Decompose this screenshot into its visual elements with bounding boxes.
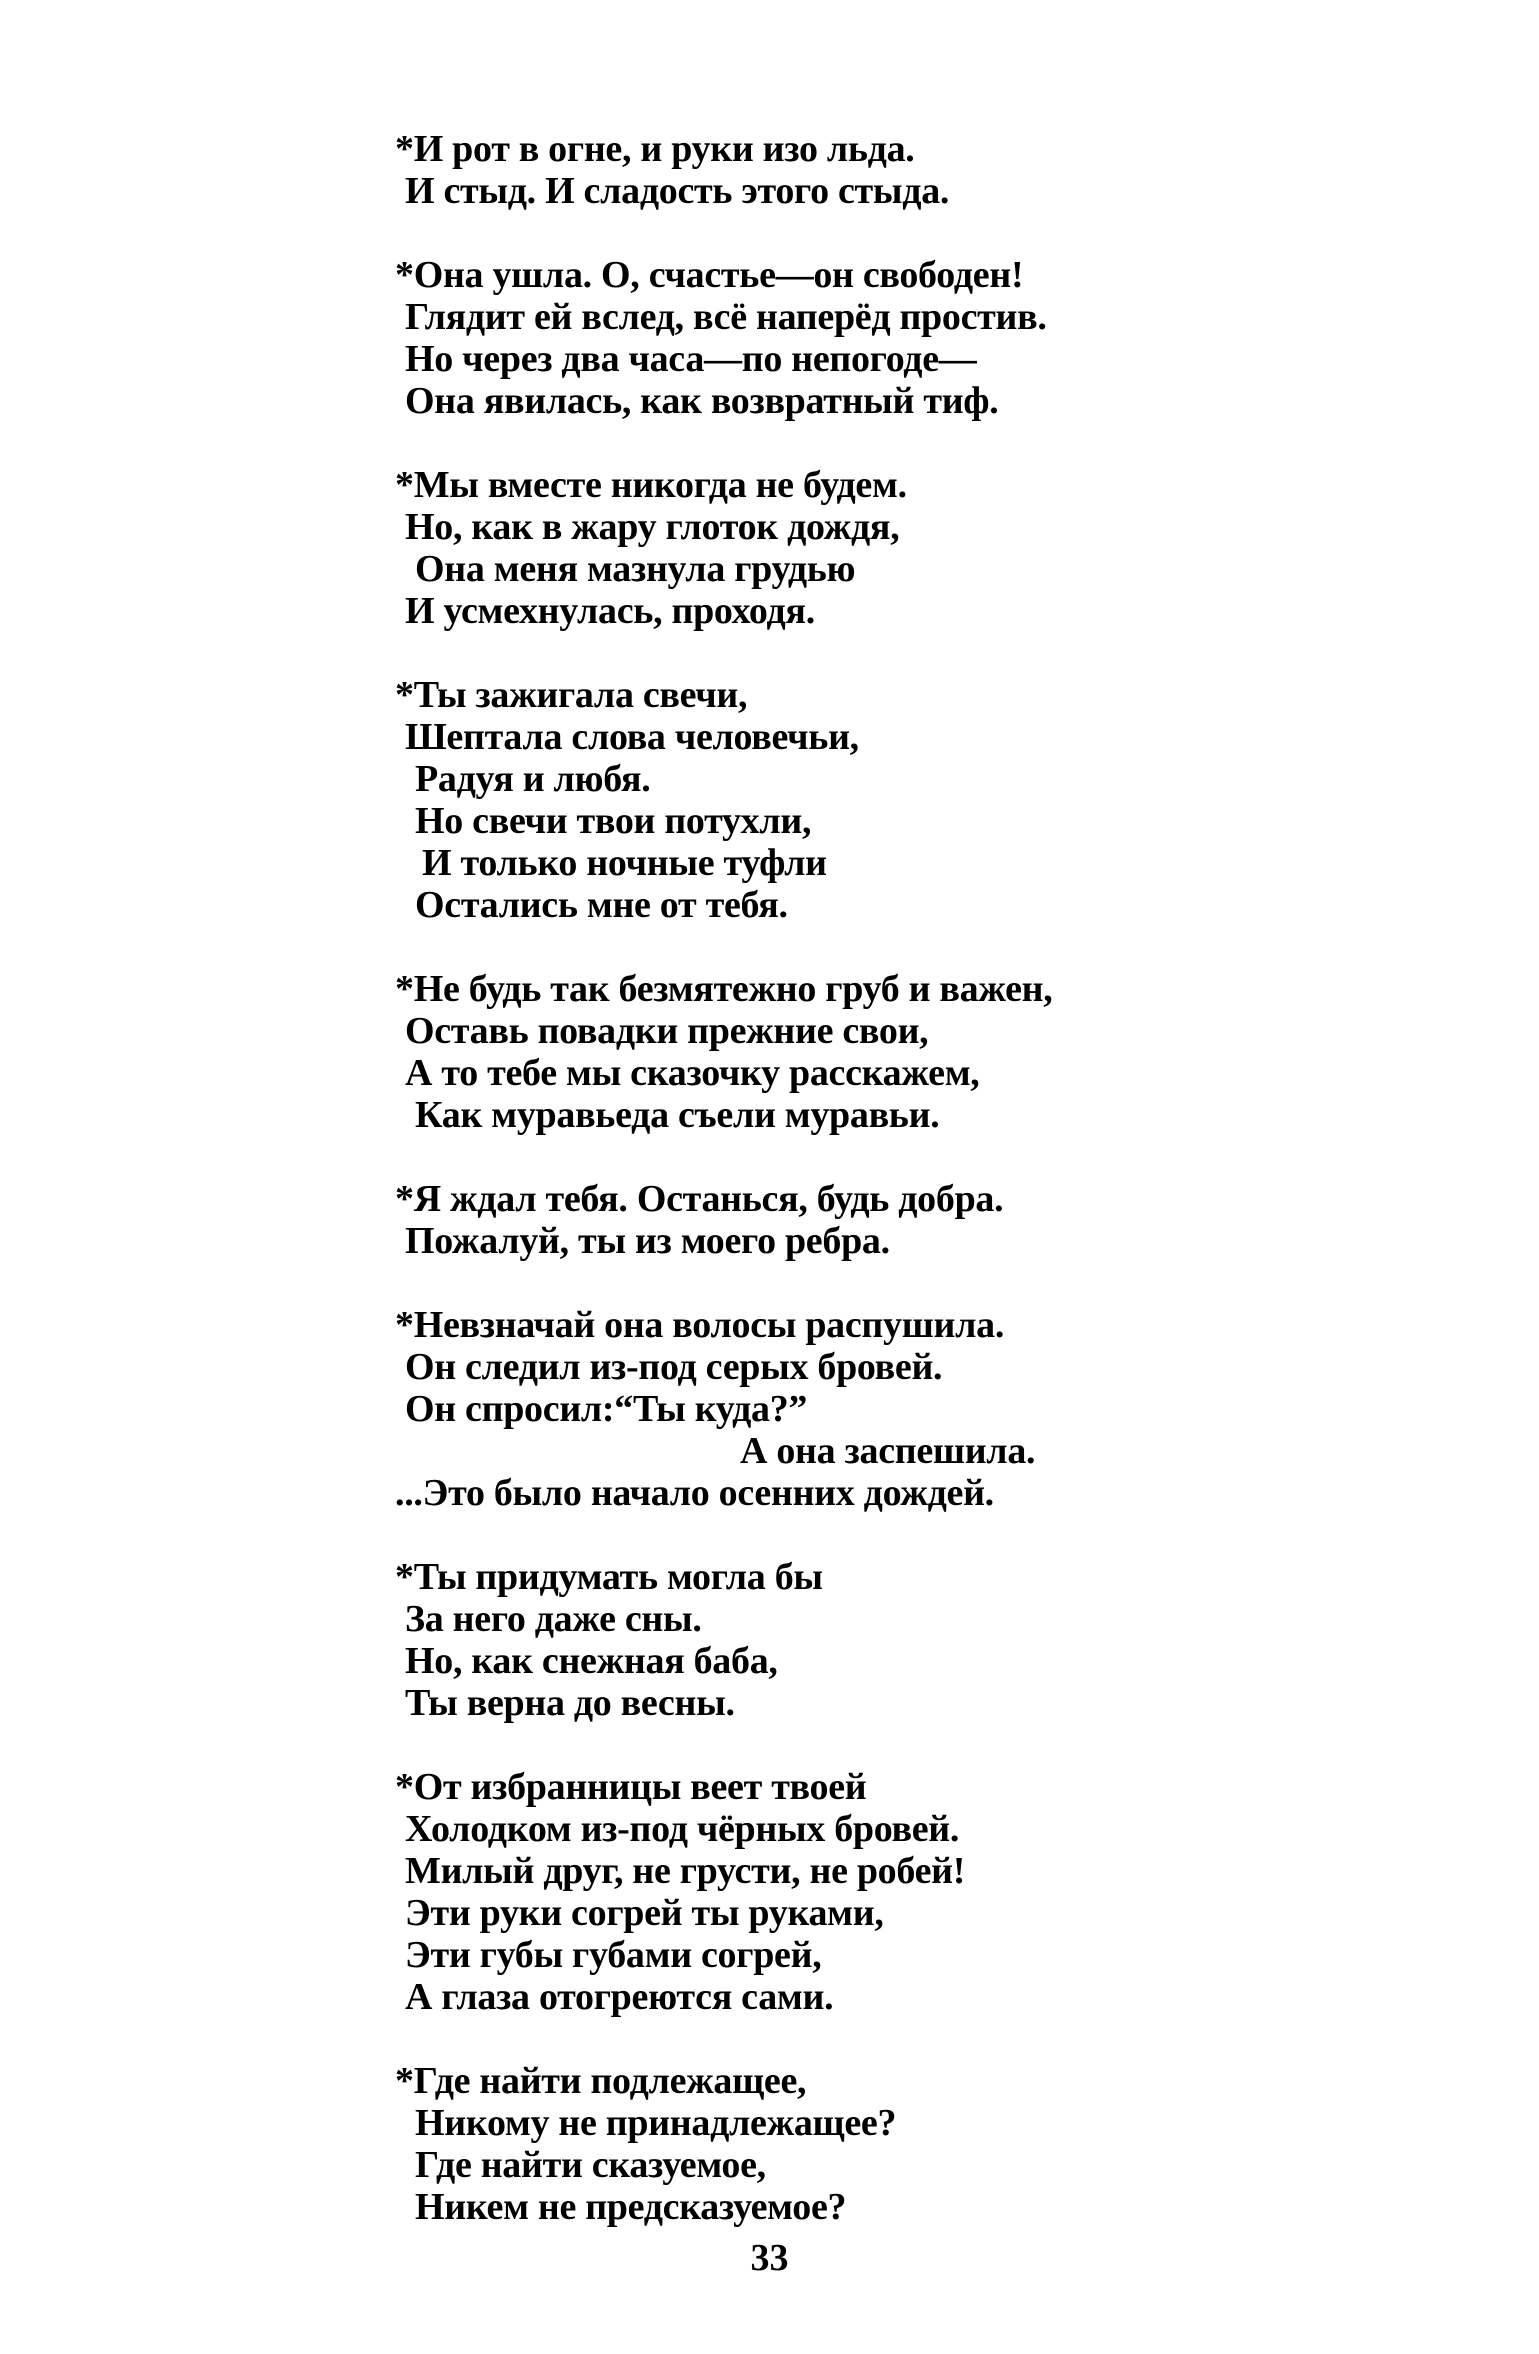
poem-line: За него даже сны. [405, 1598, 702, 1640]
poem-line: Никому не принадлежащее? [415, 2102, 897, 2144]
poem-line: Пожалуй, ты из моего ребра. [405, 1220, 890, 1262]
stanza-8 [395, 1556, 1395, 1724]
poem-line: *Она ушла. О, счастье—он свободен! [395, 254, 1024, 296]
poem-line: *Не будь так безмятежно груб и важен, [395, 968, 1053, 1010]
stanza-2 [395, 254, 1395, 422]
poem-line: *Невзначай она волосы распушила. [395, 1304, 1005, 1346]
poem-line: Он следил из-под серых бровей. [405, 1346, 943, 1388]
poem-line: Но, как в жару глоток дождя, [405, 506, 900, 548]
poem-line: Холодком из-под чёрных бровей. [405, 1808, 960, 1850]
poem-line: *Мы вместе никогда не будем. [395, 464, 907, 506]
poem-line: И только ночные туфли [422, 842, 827, 884]
poem-line: *И рот в огне, и руки изо льда. [395, 128, 915, 170]
stanza-10 [395, 2060, 1395, 2228]
poem-line: И усмехнулась, проходя. [405, 590, 815, 632]
stanza-5 [395, 968, 1395, 1136]
poem-line: *Ты зажигала свечи, [395, 674, 748, 716]
stanza-4 [395, 674, 1395, 926]
stanza-6 [395, 1178, 1395, 1262]
poem-line: А она заспешила. [740, 1430, 1036, 1472]
poem-line: Ты верна до весны. [405, 1682, 735, 1724]
poem-line: Но свечи твои потухли, [415, 800, 812, 842]
poem-line: Но, как снежная баба, [405, 1640, 778, 1682]
poem-line: *Ты придумать могла бы [395, 1556, 823, 1598]
poem-column [395, 128, 1395, 2270]
poem-line: И стыд. И сладость этого стыда. [405, 170, 950, 212]
poem-line: Эти руки согрей ты руками, [405, 1892, 884, 1934]
poem-line: *Я ждал тебя. Останься, будь добра. [395, 1178, 1004, 1220]
poem-line: ...Это было начало осенних дождей. [395, 1472, 994, 1514]
poem-line: Оставь повадки прежние свои, [405, 1010, 929, 1052]
poem-line: Милый друг, не грусти, не робей! [405, 1850, 966, 1892]
stanza-3 [395, 464, 1395, 632]
stanza-9 [395, 1766, 1395, 2018]
poem-line: Он спросил:“Ты куда?” [405, 1388, 808, 1430]
poem-line: А глаза отогреются сами. [405, 1976, 834, 2018]
poem-line: Она меня мазнула грудью [415, 548, 856, 590]
poem-line: Эти губы губами согрей, [405, 1934, 822, 1976]
poem-line: Глядит ей вслед, всё наперёд простив. [405, 296, 1047, 338]
poem-line: Где найти сказуемое, [415, 2144, 766, 2186]
poem-line: Она явилась, как возвратный тиф. [405, 380, 999, 422]
poem-line: Шептала слова человечьи, [405, 716, 859, 758]
poem-line: Но через два часа—по непогоде— [405, 338, 977, 380]
stanza-7 [395, 1304, 1395, 1514]
poem-line: *От избранницы веет твоей [395, 1766, 867, 1808]
poem-line: А то тебе мы сказочку расскажем, [405, 1052, 980, 1094]
poem-line: Радуя и любя. [415, 758, 651, 800]
poem-line: Никем не предсказуемое? [415, 2186, 847, 2228]
poem-line: Остались мне от тебя. [415, 884, 788, 926]
poem-line: *Где найти подлежащее, [395, 2060, 807, 2102]
stanza-1 [395, 128, 1395, 212]
page-number: 33 [750, 2237, 789, 2279]
poem-line: Как муравьеда съели муравьи. [415, 1094, 940, 1136]
